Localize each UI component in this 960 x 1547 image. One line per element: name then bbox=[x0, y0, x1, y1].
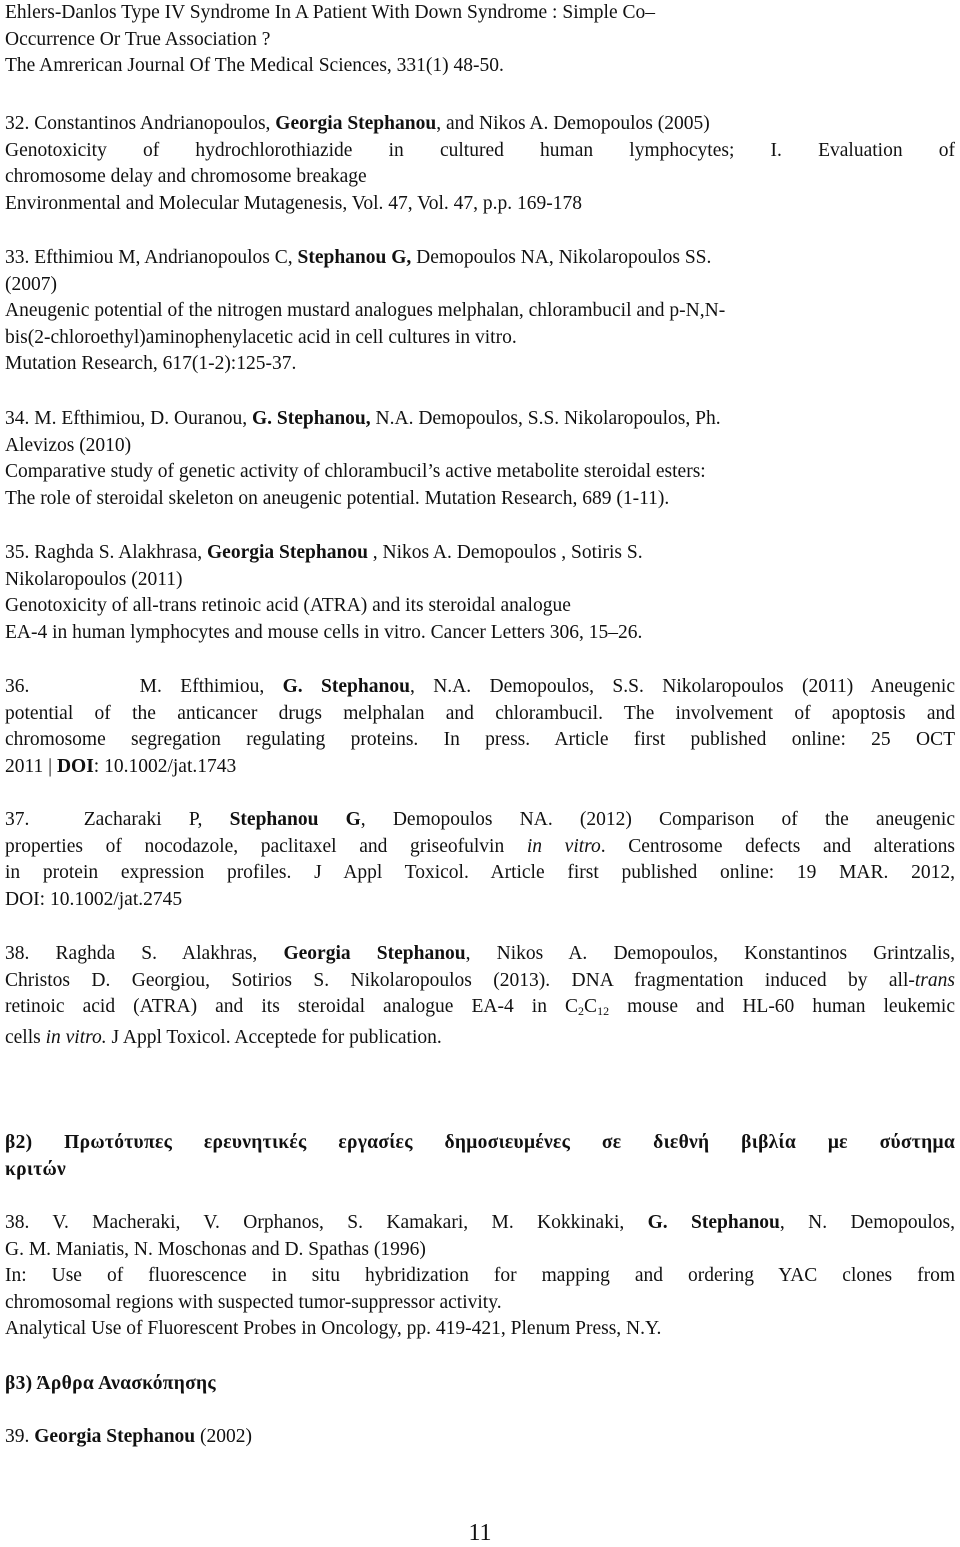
reference-37 bbox=[5, 807, 955, 913]
ref38-line2-italic: trans bbox=[914, 969, 955, 991]
ref38-line4 bbox=[5, 1025, 955, 1052]
reference-31 bbox=[5, 0, 955, 80]
ref38-line3-a: retinoic acid (ATRA) and its steroidal analogue EA-4 in C bbox=[5, 996, 579, 1018]
ref37-author-highlight: Stephanou G bbox=[229, 809, 361, 830]
ref38b-line3: In: Use of fluorescence in situ hybridization for mapping and ordering YAC clones from bbox=[5, 1265, 955, 1287]
ref34-authors-a: 34. M. Efthimiou, D. Ouranou, bbox=[5, 408, 252, 429]
reference-36 bbox=[5, 674, 955, 780]
ref37-title-a: properties of nocodazole, paclitaxel and griseofulvin bbox=[5, 835, 527, 857]
ref36-authors-c: , N.A. Demopoulos, S.S. Nikolaropoulos (2011) Aneugenic bbox=[409, 676, 955, 697]
ref34-line2: Alevizos (2010) bbox=[5, 434, 132, 456]
ref38-line2 bbox=[5, 968, 955, 995]
ref38b-authors-c: , N. Demopoulos, bbox=[779, 1212, 955, 1233]
ref38-authors-c: , Nikos A. Demopoulos, Konstantinos Grintzalis, bbox=[465, 943, 955, 964]
ref38-authors-a: 38. Raghda S. Alakhras, bbox=[5, 943, 284, 964]
ref33-line5: Mutation Research, 617(1-2):125-37. bbox=[5, 353, 297, 375]
ref38-line2-text: Christos D. Georgiou, Sotirios S. Nikolaropoulos (2013). DNA fragmentation induced by all- bbox=[5, 969, 915, 991]
ref39-year: (2002) bbox=[195, 1426, 253, 1447]
ref34-line4: The role of steroidal skeleton on aneugenic potential. Mutation Research, 689 (1-11). bbox=[5, 487, 670, 509]
ref38-line4-italic: in vitro. bbox=[45, 1026, 107, 1048]
ref37-title-italic: in vitro bbox=[526, 835, 601, 857]
reference-34 bbox=[5, 406, 955, 512]
ref35-author-highlight: Georgia Stephanou bbox=[207, 542, 368, 563]
ref32-line2: Genotoxicity of hydrochlorothiazide in cultured human lymphocytes; I. Evaluation of bbox=[5, 139, 955, 161]
reference-33 bbox=[5, 245, 955, 378]
ref38b-line2: G. M. Maniatis, N. Moschonas and D. Spathas (1996) bbox=[5, 1238, 426, 1260]
section-b2-heading bbox=[5, 1130, 955, 1183]
ref39-line1 bbox=[5, 1424, 955, 1451]
ref39-number: 39. bbox=[5, 1426, 35, 1447]
ref38-line3-b: C bbox=[584, 996, 598, 1018]
ref33-authors-a: 33. Efthimiou M, Andrianopoulos C, bbox=[5, 247, 298, 268]
ref32-line3: chromosome delay and chromosome breakage bbox=[5, 166, 367, 188]
ref38b-author-highlight: G. Stephanou bbox=[647, 1212, 780, 1233]
ref38-line1 bbox=[5, 941, 955, 968]
ref31-line2: Occurrence Or True Association ? bbox=[5, 28, 271, 50]
ref33-author-highlight: Stephanou G, bbox=[297, 247, 412, 268]
ref31-line1: Ehlers-Danlos Type IV Syndrome In A Patient With Down Syndrome : Simple Co– bbox=[5, 2, 655, 23]
ref36-line3: chromosome segregation regulating proteins. In press. Article first published online: 25 OCT bbox=[5, 729, 955, 751]
ref35-line3: Genotoxicity of all-trans retinoic acid (ATRA) and its steroidal analogue bbox=[5, 595, 571, 617]
reference-38 bbox=[5, 941, 955, 1051]
ref32-line4: Environmental and Molecular Mutagenesis, Vol. 47, Vol. 47, p.p. 169-178 bbox=[5, 192, 583, 214]
ref34-author-highlight: G. Stephanou, bbox=[251, 408, 371, 429]
ref36-line2: potential of the anticancer drugs melphalan and chlorambucil. The involvement of apoptosis and bbox=[5, 702, 955, 724]
ref36-authors-a: 36. M. Efthimiou, bbox=[5, 676, 283, 697]
ref34-authors-c: N.A. Demopoulos, S.S. Nikolaropoulos, Ph. bbox=[370, 408, 721, 429]
ref38b-line1 bbox=[5, 1210, 955, 1237]
section-b2-line1: β2) Πρωτότυπες ερευνητικές εργασίες δημοσιευμένες σε διεθνή βιβλία με σύστημα bbox=[5, 1132, 955, 1153]
ref32-authors-a: 32. Constantinos Andrianopoulos, bbox=[5, 113, 276, 134]
ref36-line4 bbox=[5, 754, 955, 781]
ref38-line3 bbox=[5, 994, 955, 1025]
ref39-author-highlight: Georgia Stephanou bbox=[34, 1426, 196, 1447]
ref38b-authors-a: 38. V. Macheraki, V. Orphanos, S. Kamakari, M. Kokkinaki, bbox=[5, 1212, 648, 1233]
ref35-line4: EA-4 in human lymphocytes and mouse cells in vitro. Cancer Letters 306, 15–26. bbox=[5, 621, 643, 643]
ref38-line4-c: J Appl Toxicol. Acceptede for publication. bbox=[106, 1026, 442, 1048]
ref36-line1 bbox=[5, 674, 955, 701]
reference-38b bbox=[5, 1210, 955, 1343]
page-number: 11 bbox=[468, 1520, 492, 1546]
ref36-doi-label: DOI bbox=[56, 755, 94, 777]
ref34-line3: Comparative study of genetic activity of chlorambucil’s active metabolite steroidal esters: bbox=[5, 461, 706, 483]
ref38-line4-a: cells bbox=[5, 1026, 46, 1048]
ref38-subscript-1: 2 bbox=[578, 1004, 585, 1019]
ref38-line3-c: mouse and HL-60 human leukemic bbox=[609, 996, 955, 1018]
ref32-author-highlight: Georgia Stephanou bbox=[275, 113, 437, 134]
section-b3-title: β3) Άρθρα Ανασκόπησης bbox=[5, 1373, 216, 1394]
ref35-authors-a: 35. Raghda S. Alakhrasa, bbox=[5, 542, 208, 563]
ref33-authors-c: Demopoulos NA, Nikolaropoulos SS. bbox=[411, 247, 712, 268]
section-b3-heading bbox=[5, 1371, 955, 1398]
ref33-line1 bbox=[5, 245, 955, 272]
ref31-line3: The Amrerican Journal Of The Medical Sciences, 331(1) 48-50. bbox=[5, 55, 504, 77]
ref35-authors-c: , Nikos A. Demopoulos , Sotiris S. bbox=[367, 542, 643, 563]
ref33-line2: (2007) bbox=[5, 273, 57, 295]
ref37-title-c: . Centrosome defects and alterations bbox=[600, 835, 955, 857]
ref36-doi-value: : 10.1002/jat.1743 bbox=[93, 755, 237, 777]
ref33-line4: bis(2-chloroethyl)aminophenylacetic acid in cell cultures in vitro. bbox=[5, 326, 517, 348]
ref34-line1 bbox=[5, 406, 955, 433]
ref38-author-highlight: Georgia Stephanou bbox=[283, 943, 466, 964]
ref36-year: 2011 | bbox=[5, 755, 57, 777]
ref32-authors-c: , and Nikos A. Demopoulos (2005) bbox=[436, 113, 710, 134]
reference-39 bbox=[5, 1424, 955, 1451]
reference-35 bbox=[5, 540, 955, 646]
ref38b-line5: Analytical Use of Fluorescent Probes in Oncology, pp. 419-421, Plenum Press, N.Y. bbox=[5, 1318, 662, 1340]
ref37-authors-c: , Demopoulos NA. (2012) Comparison of the aneugenic bbox=[360, 809, 955, 830]
ref35-line2: Nikolaropoulos (2011) bbox=[5, 568, 183, 590]
ref37-authors-a: 37. Zacharaki P, bbox=[5, 809, 230, 830]
ref32-line1 bbox=[5, 111, 955, 138]
ref33-line3: Aneugenic potential of the nitrogen mustard analogues melphalan, chlorambucil and p-N,N- bbox=[5, 300, 726, 322]
section-b2-line2: κριτών bbox=[5, 1158, 67, 1180]
ref37-line1 bbox=[5, 807, 955, 834]
ref36-author-highlight: G. Stephanou bbox=[282, 676, 410, 697]
ref37-line3: in protein expression profiles. J Appl Toxicol. Article first published online: 19 MAR. 2012, bbox=[5, 862, 955, 884]
ref38-subscript-2: 12 bbox=[597, 1004, 610, 1019]
ref37-line4: DOI: 10.1002/jat.2745 bbox=[5, 888, 183, 910]
ref38b-line4: chromosomal regions with suspected tumor-suppressor activity. bbox=[5, 1291, 502, 1313]
reference-32 bbox=[5, 111, 955, 217]
ref35-line1 bbox=[5, 540, 955, 567]
ref37-line2 bbox=[5, 834, 955, 861]
